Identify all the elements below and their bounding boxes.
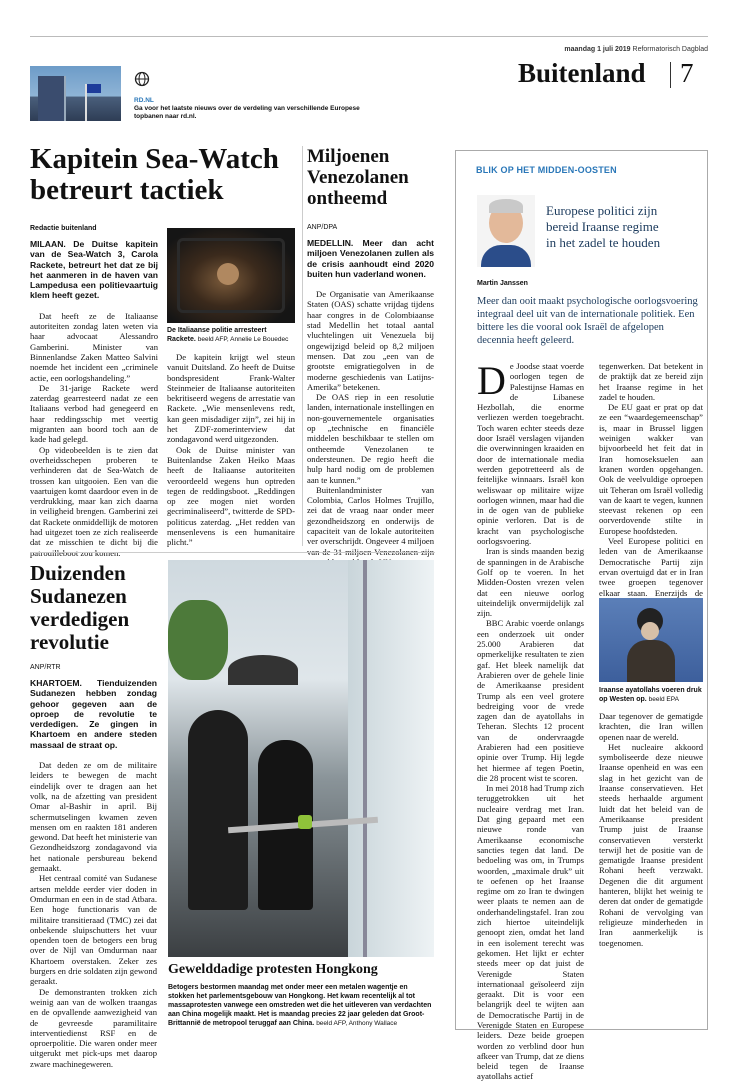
robe-shape	[627, 640, 675, 682]
paragraph: e Joodse staat voerde oorlogen tegen de Palestijnse Hamas en de Libanese Hezbollah, die enorme verliezen werden toegebracht. Toch waren echter steeds deze door Israël verslagen vijanden die overwinningen kraaiden en door de internationale media werden gepotretteerd als de feitelijke winnaars. Israël kon weliswaar op militaire wijze oorlogen winnen, maar had die in de ogen van de publieke opinie verloren. Dat is de kracht van psychologische oorlogsvoering.	[477, 361, 584, 547]
paragraph: Het centraal comité van Sudanese artsen meldde eerder vier doden in Omdurman en een in de stad Atbara. Een hoge functionaris van de militaire transitieraad (TMC) zei dat onbekende sluipschutters het vuur openden toen de betogers een brug over de Nijl van Omdurman naar Khartoem overstaken. Zeker zes burgers en drie soldaten zijn gewond geraakt.	[30, 873, 157, 987]
article1-col2	[167, 352, 295, 548]
paragraph: Dat deden ze om de militaire leiders te bewegen de macht eindelijk over te dragen aan het volk, na de afzetting van president Omar al-Bashir in april. Bij schermutselingen kwamen zeven mensen om en raakten 181 anderen gewond. Dat heeft het ministerie van Gezondheidszorg zondagavond via het nationale persbureau bekend gemaakt.	[30, 760, 157, 874]
protester-shape	[188, 710, 248, 910]
article2-title-line: Venezolanen	[307, 167, 409, 188]
section-title: Buitenland	[518, 58, 646, 88]
article1-title	[30, 144, 300, 206]
promo-photo[interactable]	[30, 66, 121, 121]
article2-lead: MEDELLIN. Meer dan acht miljoen Venezolanen zullen als de crisis aanhoudt eind 2020 buiten hun vaderland wonen.	[307, 238, 434, 279]
umbrella-shape	[228, 655, 298, 685]
caption-text: Iraanse ayatollahs voeren druk op Westen op.	[599, 687, 702, 703]
caption-credit: beeld EPA	[648, 696, 679, 703]
column-title-line: Europese politici zijn	[546, 203, 658, 218]
caption-text: Betogers bestormen maandag met onder meer een metalen wagentje en stokken het parlementsgebouw van Hongkong. Het kwam recentelijk al tot massaprotesten vanwege een omstreden wet die het uitleveren van verdachten aan China mogelijk maakt. Het is maandag precies 22 jaar geleden dat Groot-Brittannië de metropool teruggaf aan China.	[168, 984, 432, 1027]
article3-title-line: Duizenden	[30, 561, 126, 585]
column-author: Martin Janssen	[477, 280, 528, 287]
paragraph: Het nucleaire akkoord symboliseerde deze nieuwe Iraanse openheid en was een slag in het gezicht van de Iraanse conservatieven. Het steeds herhaalde argument luidt dat het beleid van de Amerikaanse president Trump juist de Iraanse conservatieven versterkt terwijl het de positie van de gematigde Iraanse president Rohani heeft verzwakt. Degenen die dit argument hanteren, blijkt het weinig te deren dat onder de gematigde Rohani de vervolging van religieuze minderheden in Iran aanmerkelijk is toegenomen.	[599, 741, 703, 948]
paragraph: De 31-jarige Rackete werd zaterdag gearresteerd nadat ze een Italiaans verbod had genegeerd en haar reddingsschip met veertig migranten aan boord toch aan de kade had gelegd.	[30, 382, 158, 445]
article3-title-line: Sudanezen	[30, 584, 127, 608]
article2-title	[307, 146, 447, 209]
paragraph: Buitenlandminister van Colombia, Carlos Holmes Trujillo, zei dat de vraag naar onder meer gezondheidszorg en onderwijs de capaciteit van de lokale autoriteiten ver overschrijdt. Ongeveer 4 miljoen	[307, 484, 434, 547]
dropcap: D	[477, 358, 506, 403]
paragraph: De OAS riep in een resolutie landen, internationale instellingen en non-gouvernementele organisaties op „technische en financiële middelen beschikbaar te stellen om ontheemde Venezolanen te ondersteunen. De regio heeft die hulp hard nodig om de problemen aan te kunnen.”	[307, 392, 434, 485]
face-shape	[641, 622, 659, 640]
article3-body	[30, 678, 157, 1069]
paragraph: De demonstranten trokken zich weinig aan van de wolken traangas en de opvallende aanwezigheid van de gevreesde paramilitaire interventiedienst RSF en de oproerpolitie. Die waren onder meer uitgerukt met pick-ups met daarop zware machinegeweren.	[30, 986, 157, 1069]
paragraph: De Organisatie van Amerikaanse Staten (OAS) schatte vrijdag tijdens haar congres in de Colombiaanse stad Medellin het totaal aantal vluchtelingen uit Venezuela bij ongewijzigd beleid op 8,2 miljoen mensen. Dat zou „een van de grootste emigratiegolven in de moderne geschiedenis van Latijns-Amerika” betekenen.	[307, 289, 434, 392]
hongkong-title: Gewelddadige protesten Hongkong	[168, 962, 378, 977]
glass-wall-shape	[348, 560, 434, 957]
ayatollah-caption	[599, 686, 705, 704]
column-intro: Meer dan ooit maakt psychologische oorlogsvoering integraal deel uit van de internationale politiek. Een bittere les die vooral ook Israël de afgelopen decennia heeft geleerd.	[477, 296, 698, 346]
paragraph: Daar tegenover de gematigde krachten, die Iran willen openen naar de wereld.	[599, 711, 703, 742]
article2-title-line: Miljoenen	[307, 146, 390, 167]
article1-caption	[167, 326, 295, 344]
building-shape	[38, 76, 66, 121]
column-rubric: BLIK OP HET MIDDEN-OOSTEN	[476, 165, 617, 175]
promo-text: Ga voor het laatste nieuws over de verdeling van verschillende Europese topbanen naar rd.nl.	[134, 105, 360, 120]
article1-col1	[30, 239, 158, 549]
article3-byline: ANP/RTR	[30, 664, 61, 671]
paragraph: Iran is sinds maanden bezig de spanningen in de Arabische Golf op te voeren. In het Midden-Oosten vrezen velen dat een nieuwe oorlog uiteindelijk onvermijdelijk zal zijn.	[477, 546, 584, 619]
article3-title-line: verdedigen	[30, 607, 130, 631]
caption-credit: beeld AFP, Anthony Wallace	[316, 1020, 398, 1027]
column-title-line: bereid Iraanse regime	[546, 219, 659, 234]
paragraph: tegenwerken. Dat betekent in de praktijk dat ze bereid zijn het Iraanse regime in het zadel te houden.	[599, 361, 703, 402]
ayatollah-photo[interactable]	[599, 598, 703, 682]
column-col2	[599, 361, 703, 598]
section-divider	[670, 62, 671, 88]
article1-byline: Redactie buitenland	[30, 225, 97, 232]
paragraph: Ook de Duitse minister van Buitenlandse Zaken Heiko Maas heeft de Italiaanse autoriteiten veroordeeld wegens hun optreden tegen de reddingsboot. „Reddingen op zee mogen niet worden gecriminaliseerd”, twitterde de SPD-politicus zaterdag. „Het redden van mensenlevens is een humanitaire plicht.”	[167, 444, 295, 548]
caption-text: De Italiaanse politie arresteert Rackete.	[167, 327, 267, 343]
article1-lead: MILAAN. De Duitse kapitein van de Sea-Watch 3, Carola Rackete, betreurt het dat ze bij het aanmeren in de haven van Lampedusa een politievaartuig klem heeft gezet.	[30, 239, 158, 301]
author-photo[interactable]	[477, 195, 535, 267]
article2-title-line: ontheemd	[307, 188, 388, 209]
paragraph: In mei 2018 had Trump zich teruggetrokken uit het nucleaire verdrag met Iran. Dat ging gepaard met een nieuwe ronde van Amerikaanse economische sancties tegen dat land. De bedoeling was om, in Trumps woorden, „maximale druk” uit te oefenen op het Iraanse regime om zo Iran te dwingen weer plaats te nemen aan de onderhandelingstafel. Iran zou zich hiertoe uiteindelijk genoopt zien, omdat het land in een isolement terecht was gekomen. Het lijkt er echter steeds meer op dat juist de Verenigde Staten internationaal geïsoleerd zijn geraakt. Dit is voor een belangrijk deel te wijten aan de Democratische Partij in de Verenigde Staten en Europese leiders. Deze beide groepen worden zo verblind door hun afkeer van Trump, dat ze diens beleid tegen de Iraanse ayatollahs actief	[477, 783, 584, 1082]
hongkong-caption	[168, 983, 436, 1028]
glove-shape	[298, 815, 312, 829]
caption-credit: beeld AFP, Annelie Le Bouedec	[197, 336, 289, 343]
dateline	[564, 46, 708, 53]
section-rule	[30, 552, 435, 553]
hongkong-protest-photo[interactable]	[168, 560, 434, 957]
article-seawatch	[30, 144, 300, 206]
article3-title	[30, 562, 160, 654]
promo-site-link[interactable]: RD.NL	[134, 97, 154, 104]
article2-body	[307, 238, 434, 548]
top-rule	[30, 36, 708, 37]
date: maandag 1 juli 2019	[564, 46, 631, 53]
tree-shape	[168, 600, 228, 680]
paper-name: Reformatorisch Dagblad	[632, 46, 708, 53]
shirt-shape	[481, 245, 531, 267]
paragraph: Veel Europese politici en leden van de Amerikaanse Democratische Partij zijn ervan overtuigd dat er in Iran twee groepen tegenover elkaar staan. Enerzijds de	[599, 536, 703, 598]
paragraph: BBC Arabic voerde onlangs een onderzoek uit onder 25.000 Arabieren dat opmerkelijke resultaten te zien gaf. Het bleek namelijk dat Arabieren over de gehele linie de Amerikaanse president Trump als een veel grotere bedreiging voor de vrede zagen dan de ayatollahs in Teheran. Slechts 12 procent van de ondervraagde Arabieren had een positieve opinie over Trump. Hij legde het hiermee af tegen Poetin, die 28 procent wist te scoren.	[477, 618, 584, 783]
column-col2-after	[599, 711, 703, 1023]
car-window-shape	[177, 238, 285, 313]
column-title	[546, 203, 701, 251]
page-number: 7	[680, 58, 694, 88]
paragraph: Dat heeft ze de Italiaanse autoriteiten zondag laten weten via haar advocaat Alessandro Gamberini. Minister van Binnenlandse Zaken Matteo Salvini noemde het incident een „criminele actie, een oorlogshandeling.”	[30, 310, 158, 383]
article3-lead: KHARTOEM. Tienduizenden Sudanezen hebben zondag gehoor gegeven aan de oproep de revolutie te verdedigen. Ze gingen in Khartoem en andere steden massaal de straat op.	[30, 678, 157, 750]
first-paragraph	[477, 358, 584, 547]
article2-byline: ANP/DPA	[307, 224, 338, 231]
hair-shape	[489, 199, 523, 213]
column-col1	[477, 358, 584, 1082]
paragraph: Op videobeelden is te zien dat overheidsschepen proberen te verhinderen dat de Sea-Watch de trossen kan uitgooien. Een van die vaartuigen komt daardoor even in de verdrukking, maar kan zich daarna in veiligheid brengen. Gamberini zei dat Rackete onmiddellijk de motoren had uitgezet toen ze zich realiseerde dat ze misschien te dicht bij die	[30, 444, 158, 548]
glass-frame	[363, 560, 367, 957]
column-title-line: in het zadel te houden	[546, 235, 661, 250]
eu-flag	[87, 84, 101, 93]
article1-title-line: Kapitein Sea-Watch	[30, 143, 279, 175]
globe-icon[interactable]	[134, 71, 150, 87]
column-rule	[302, 146, 303, 546]
paragraph: De EU gaat er prat op dat ze een “waardegemeenschap” is, maar in Brussel liggen weinigen wakker van bijvoorbeeld het feit dat in Iran homoseksuelen aan kranen worden opgehangen. Ook de veelvuldige oproepen uit Teheran om Israël volledig van de kaart te vegen, kunnen steevast rekenen op een oorverdovende stilte in Europese hoofdsteden.	[599, 402, 703, 536]
paragraph: De kapitein krijgt wel steun vanuit Duitsland. Zo heeft de Duitse bondspresident Frank-Walter Steinmeier de Italiaanse autoriteiten bekritiseerd wegens de arrestatie van Rackete. „Wie mensenlevens redt, kan geen misdadiger zijn”, zei hij in het ZDF-zomerinterview dat zondagavond werd uitgezonden.	[167, 352, 295, 445]
article1-title-line: betreurt tactiek	[30, 174, 224, 206]
article3-title-line: revolutie	[30, 630, 109, 654]
rackete-arrest-photo[interactable]	[167, 228, 295, 323]
